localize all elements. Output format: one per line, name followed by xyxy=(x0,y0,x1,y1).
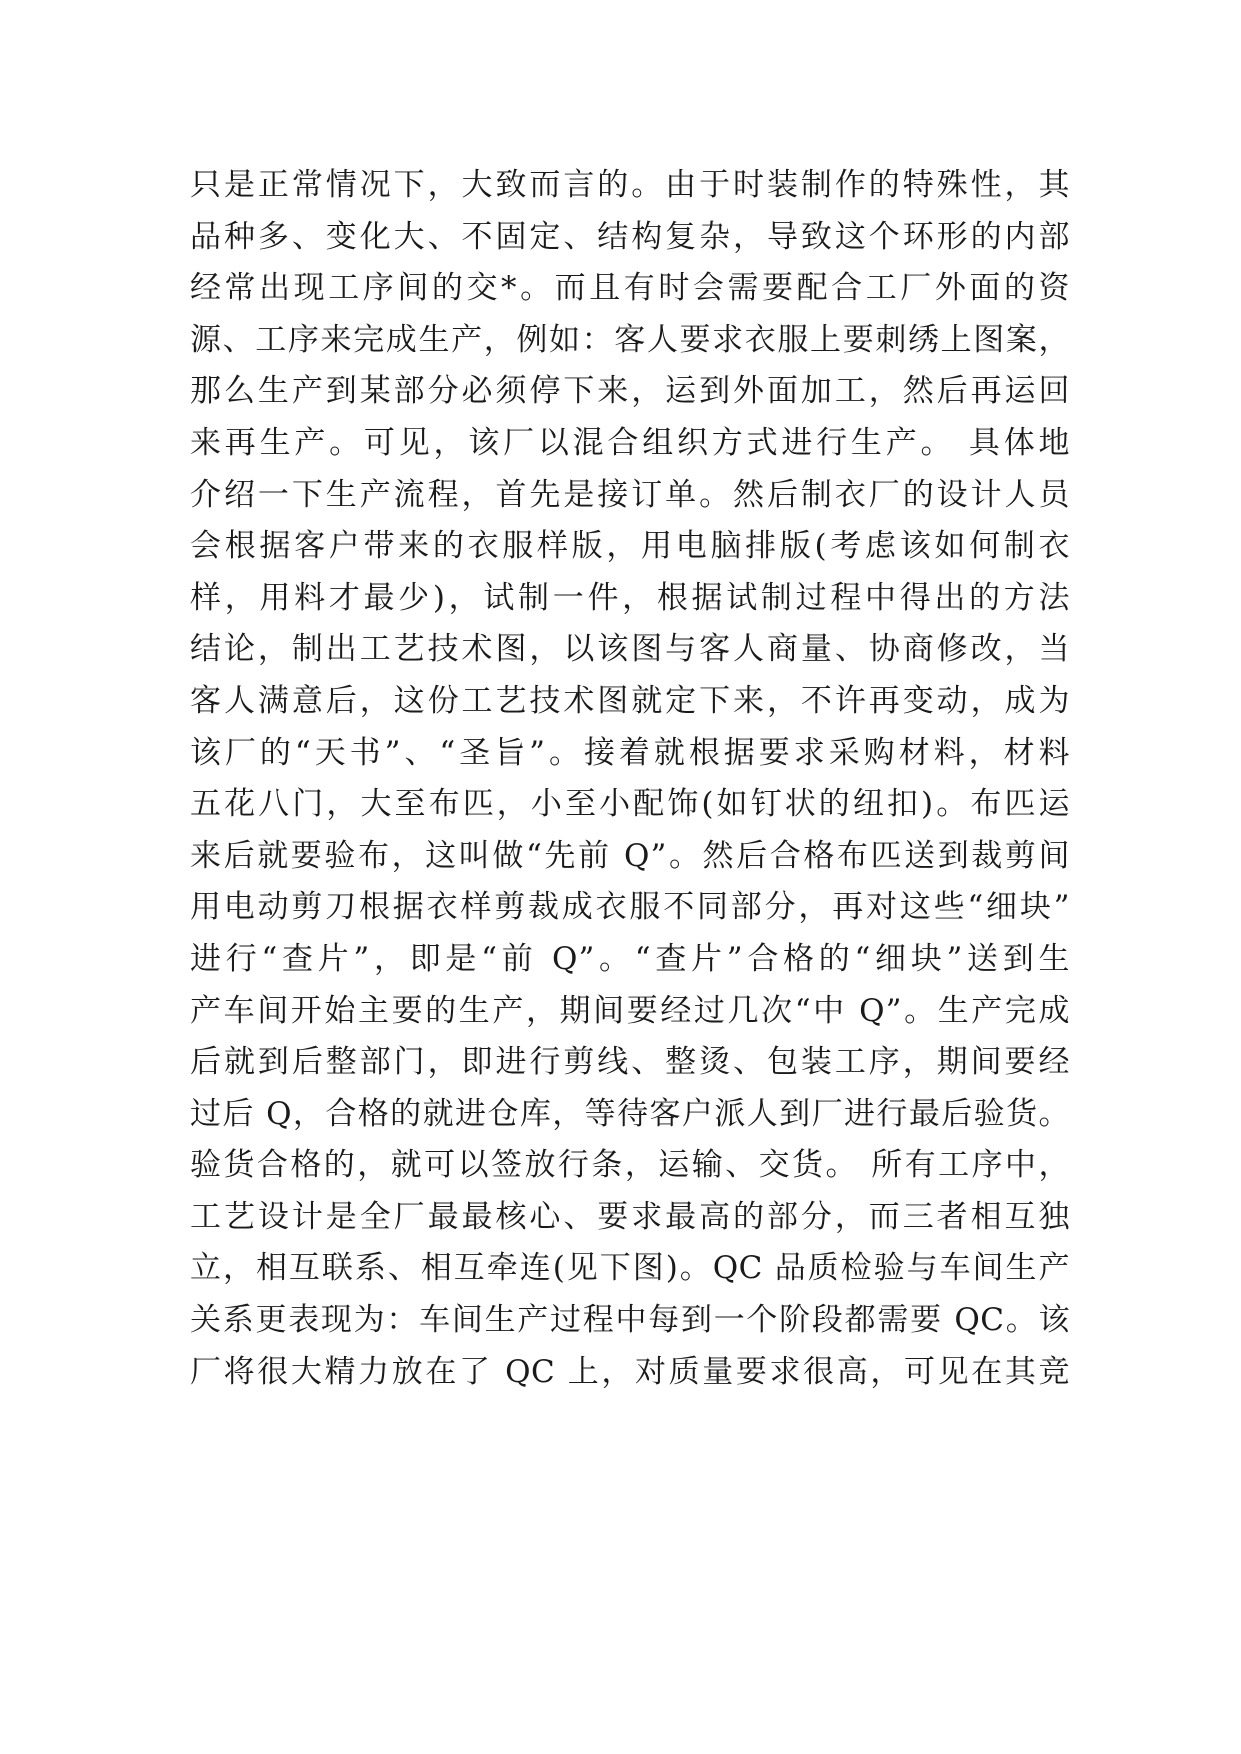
text-line: 那么生产到某部分必须停下来，运到外面加工，然后再运回 xyxy=(190,373,1070,410)
text-line: 来后就要验布，这叫做“先前 Q”。然后合格布匹送到裁剪间 xyxy=(190,837,1070,874)
text-line: 客人满意后，这份工艺技术图就定下来，不许再变动，成为 xyxy=(190,682,1070,719)
text-line: 关系更表现为：车间生产过程中每到一个阶段都需要 QC。该 xyxy=(190,1302,1070,1339)
text-line: 进行“查片”，即是“前 Q”。“查片”合格的“细块”送到生 xyxy=(190,940,1070,977)
text-line: 厂将很大精力放在了 QC 上，对质量要求很高，可见在其竞 xyxy=(190,1353,1070,1390)
text-line: 该厂的“天书”、“圣旨”。接着就根据要求采购材料，材料 xyxy=(190,734,1070,771)
text-line: 品种多、变化大、不固定、结构复杂，导致这个环形的内部 xyxy=(190,218,1070,255)
text-line: 后就到后整部门，即进行剪线、整烫、包装工序，期间要经 xyxy=(190,1044,1070,1081)
text-line: 经常出现工序间的交*。而且有时会需要配合工厂外面的资 xyxy=(190,270,1070,307)
text-line: 产车间开始主要的生产，期间要经过几次“中 Q”。生产完成 xyxy=(190,992,1070,1029)
text-line: 源、工序来完成生产，例如：客人要求衣服上要刺绣上图案， xyxy=(190,321,1070,358)
body-paragraph xyxy=(190,160,1070,1398)
text-line: 介绍一下生产流程，首先是接订单。然后制衣厂的设计人员 xyxy=(190,476,1070,513)
text-line: 立，相互联系、相互牵连(见下图)。QC 品质检验与车间生产 xyxy=(190,1250,1070,1287)
text-line: 工艺设计是全厂最最核心、要求最高的部分，而三者相互独 xyxy=(190,1198,1070,1235)
text-line: 只是正常情况下，大致而言的。由于时装制作的特殊性，其 xyxy=(190,167,1070,203)
text-line: 过后 Q，合格的就进仓库，等待客户派人到厂进行最后验货。 xyxy=(190,1095,1070,1132)
text-line: 结论，制出工艺技术图，以该图与客人商量、协商修改，当 xyxy=(190,631,1070,668)
text-line: 会根据客户带来的衣服样版，用电脑排版(考虑该如何制衣 xyxy=(190,528,1070,565)
text-line: 来再生产。可见，该厂以混合组织方式进行生产。 具体地 xyxy=(190,424,1070,461)
text-line: 验货合格的，就可以签放行条，运输、交货。 所有工序中， xyxy=(190,1147,1070,1184)
text-line: 五花八门，大至布匹，小至小配饰(如钉状的纽扣)。布匹运 xyxy=(190,786,1070,823)
text-line: 样，用料才最少)，试制一件，根据试制过程中得出的方法 xyxy=(190,579,1070,616)
text-line: 用电动剪刀根据衣样剪裁成衣服不同部分，再对这些“细块” xyxy=(190,889,1070,926)
